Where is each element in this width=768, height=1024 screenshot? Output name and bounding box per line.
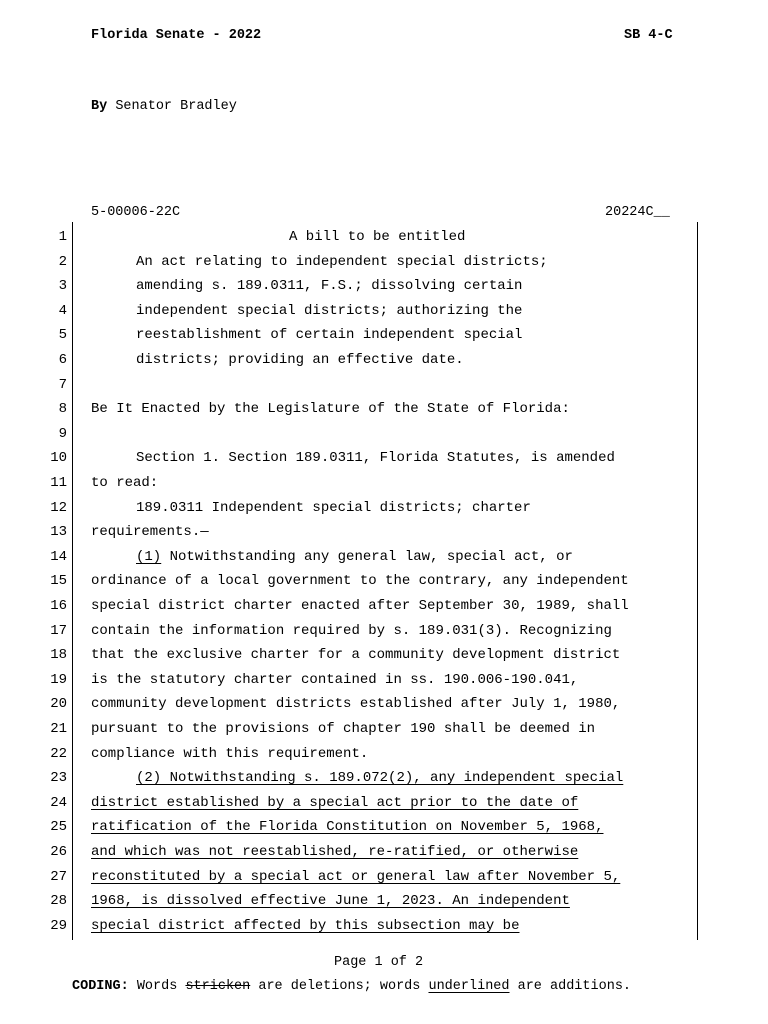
line-number: 22	[50, 746, 67, 762]
line-text: A bill to be entitled	[289, 229, 466, 245]
line-number: 26	[50, 844, 67, 860]
line-text: ordinance of a local government to the contrary, any independent	[91, 573, 629, 589]
line-number: 9	[58, 426, 67, 442]
bill-line	[91, 647, 620, 663]
line-text: community development districts established after July 1, 1980,	[91, 696, 621, 712]
inserted-text: ratification of the Florida Constitution on November 5, 1968,	[91, 819, 604, 835]
line-text: special district charter enacted after September 30, 1989, shall	[91, 598, 629, 614]
bill-line	[136, 549, 573, 565]
stricken-sample: stricken	[185, 979, 251, 994]
bill-line	[136, 254, 548, 270]
bill-line	[91, 918, 519, 934]
document-header-left: Florida Senate - 2022	[91, 28, 262, 43]
left-margin-rule	[72, 222, 73, 940]
bill-line	[91, 598, 629, 614]
line-number: 13	[50, 524, 67, 540]
line-text: An act relating to independent special districts;	[136, 254, 548, 270]
inserted-text: 1968, is dissolved effective June 1, 2023. An independent	[91, 893, 570, 909]
inserted-text: (1)	[136, 549, 162, 565]
line-text: that the exclusive charter for a community development district	[91, 647, 621, 663]
line-number: 27	[50, 869, 67, 885]
line-number: 18	[50, 647, 67, 663]
inserted-text: and which was not reestablished, re-ratified, or otherwise	[91, 844, 579, 860]
page-number: Page 1 of 2	[334, 955, 424, 970]
bill-line	[91, 721, 595, 737]
line-number: 20	[50, 696, 67, 712]
line-text: pursuant to the provisions of chapter 190 shall be deemed in	[91, 721, 596, 737]
line-text: Section 1. Section 189.0311, Florida Statutes, is amended	[136, 450, 615, 466]
line-number: 3	[58, 278, 67, 294]
bill-line	[91, 696, 620, 712]
line-text: amending s. 189.0311, F.S.; dissolving certain	[136, 278, 523, 294]
line-number: 12	[50, 500, 67, 516]
line-number: 10	[50, 450, 67, 466]
bill-line	[136, 278, 522, 294]
line-number: 14	[50, 549, 67, 565]
bill-line	[91, 623, 612, 639]
bill-line	[91, 524, 209, 540]
line-number: 7	[58, 377, 67, 393]
bill-line	[136, 352, 464, 368]
bill-line	[91, 819, 603, 835]
line-number: 21	[50, 721, 67, 737]
bill-line	[136, 303, 522, 319]
line-number: 25	[50, 819, 67, 835]
underlined-sample: underlined	[428, 979, 510, 994]
bill-line	[91, 844, 578, 860]
line-number: 23	[50, 770, 67, 786]
bill-number: SB 4-C	[624, 28, 673, 43]
inserted-text: (2) Notwithstanding s. 189.072(2), any independent special	[136, 770, 624, 786]
drafting-code: 5-00006-22C	[91, 205, 181, 220]
coding-label: CODING:	[72, 979, 129, 994]
line-number: 15	[50, 573, 67, 589]
line-number: 1	[58, 229, 67, 245]
line-number: 4	[58, 303, 67, 319]
inserted-text: reconstituted by a special act or general law after November 5,	[91, 869, 621, 885]
line-number: 19	[50, 672, 67, 688]
line-text: 189.0311 Independent special districts; charter	[136, 500, 531, 516]
bill-line	[91, 795, 578, 811]
line-text: Notwithstanding any general law, special act, or	[161, 549, 573, 565]
line-text: districts; providing an effective date.	[136, 352, 464, 368]
line-number: 5	[58, 327, 67, 343]
sponsor-name: Senator Bradley	[115, 99, 237, 114]
right-margin-rule	[697, 222, 698, 940]
line-number: 11	[50, 475, 67, 491]
line-text: is the statutory charter contained in ss. 190.006-190.041,	[91, 672, 579, 688]
bill-line	[136, 500, 531, 516]
bill-line	[91, 672, 578, 688]
inserted-text: district established by a special act prior to the date of	[91, 795, 579, 811]
coding-legend	[72, 979, 631, 994]
line-text: independent special districts; authorizing the	[136, 303, 523, 319]
coding-text-a: Words	[128, 979, 186, 994]
line-text: compliance with this requirement.	[91, 746, 369, 762]
bill-line	[91, 869, 620, 885]
sponsor-prefix: By	[91, 99, 108, 114]
bill-line	[91, 893, 570, 909]
line-number: 2	[58, 254, 67, 270]
line-text: Be It Enacted by the Legislature of the State of Florida:	[91, 401, 570, 417]
bill-line	[136, 770, 623, 786]
inserted-text: special district affected by this subsection may be	[91, 918, 520, 934]
line-number: 29	[50, 918, 67, 934]
bill-line	[136, 450, 615, 466]
line-number: 28	[50, 893, 67, 909]
bill-code: 20224C__	[605, 205, 670, 220]
line-number: 6	[58, 352, 67, 368]
line-number: 16	[50, 598, 67, 614]
bill-line	[91, 475, 158, 491]
line-text: to read:	[91, 475, 159, 491]
bill-line	[136, 327, 522, 343]
sponsor-line	[91, 99, 237, 114]
line-number: 8	[58, 401, 67, 417]
line-number: 24	[50, 795, 67, 811]
line-text: contain the information required by s. 189.031(3). Recognizing	[91, 623, 612, 639]
bill-line	[91, 746, 368, 762]
bill-line	[91, 573, 629, 589]
line-text: requirements.—	[91, 524, 209, 540]
bill-line	[289, 229, 465, 245]
bill-line	[91, 401, 570, 417]
line-number: 17	[50, 623, 67, 639]
coding-text-c: are additions.	[509, 979, 632, 994]
line-text: reestablishment of certain independent special	[136, 327, 523, 343]
coding-text-b: are deletions; words	[250, 979, 429, 994]
